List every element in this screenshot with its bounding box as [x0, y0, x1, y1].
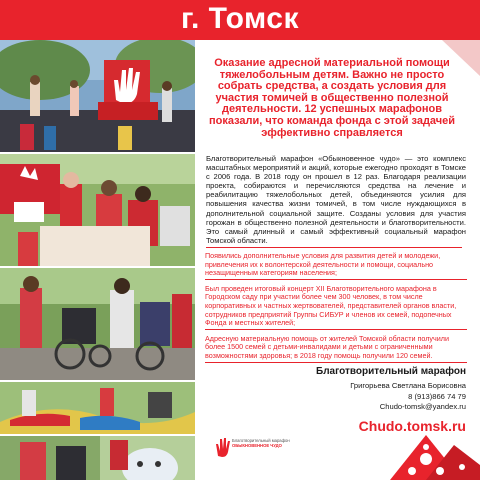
contact-phone: 8 (913)866 74 79: [408, 391, 466, 401]
contact-block: [300, 365, 466, 434]
photo-parachute: [0, 382, 195, 434]
photo-mascot: [0, 436, 195, 480]
fact-item: Адресную материальную помощь от жителей Томской области получили более 1500 семей с детьми-инвалидами и детьми с ограниченными возможностями здоровья; в 2018 году помощь получили 120 семей.: [205, 335, 467, 363]
fact-item: Появились дополнительные условия для развития детей и молодежи, привлечения их к волонтерской деятельности и помощи, социально незащищенным категориям населения;: [205, 252, 467, 280]
photo-collage: [0, 40, 195, 480]
body-text: [206, 154, 466, 245]
contact-url-link[interactable]: Chudo.tomsk.ru: [358, 417, 466, 434]
header-bar: [0, 0, 480, 40]
facts-list: [205, 252, 467, 368]
contact-title: Благотворительный марафон: [316, 366, 466, 377]
photo-stage: [0, 40, 195, 152]
logo-line2: ОБЫКНОВЕННОЕ ЧУДО: [232, 442, 282, 448]
page-title: г. Томск: [180, 2, 300, 35]
lead-paragraph: Оказание адресной материальной помощи тяжелобольным детям. Важно не просто собрать средства, а создать условия для участия томичей в общественно полезной деятельности. 12 успешных марафонов показали, что команда фонда с этой задачей эффективно справляется: [208, 57, 456, 139]
divider: [206, 247, 462, 248]
contact-email[interactable]: Chudo-tomsk@yandex.ru: [379, 402, 466, 411]
contact-person: Григорьева Светлана Борисовна: [350, 381, 466, 390]
hand-logo-icon: [214, 436, 232, 458]
photo-volunteers: [0, 154, 195, 266]
body-paragraph: Благотворительный марафон «Обыкновенное чудо» — это комплекс масштабных мероприятий и акций, которые ежегодно проходят в Томске с 2006 года. В 2018 году он прошел в 12 раз. Благодаря реализации проекта, собираются и перечисляются средства на лечение и реабилитацию тяжелобольных детей, объединяются усилия для повышения качества жизни томичей, в том числе нуждающихся в дополнительной социальной защите. Созданы условия для участия горожан в общественно полезной деятельности и благотворительности. Это самый длинный и самый эффективный социальный марафон Томской области.: [206, 154, 466, 245]
ornament-decoration: [372, 425, 480, 480]
logo-line1: Благотворительный марафон: [232, 438, 290, 443]
photo-wheelchairs: [0, 268, 195, 380]
fact-item: Был проведен итоговый концерт XII Благотворительного марафона в Городском саду при участии более чем 300 человек, в том числе корпоративных и частных жертвователей, представителей органов власти, сотрудников предприятий Группы СИБУР и членов их семей, подопечных Фонда и местных жителей;: [205, 285, 467, 330]
logo-text: [232, 439, 290, 448]
